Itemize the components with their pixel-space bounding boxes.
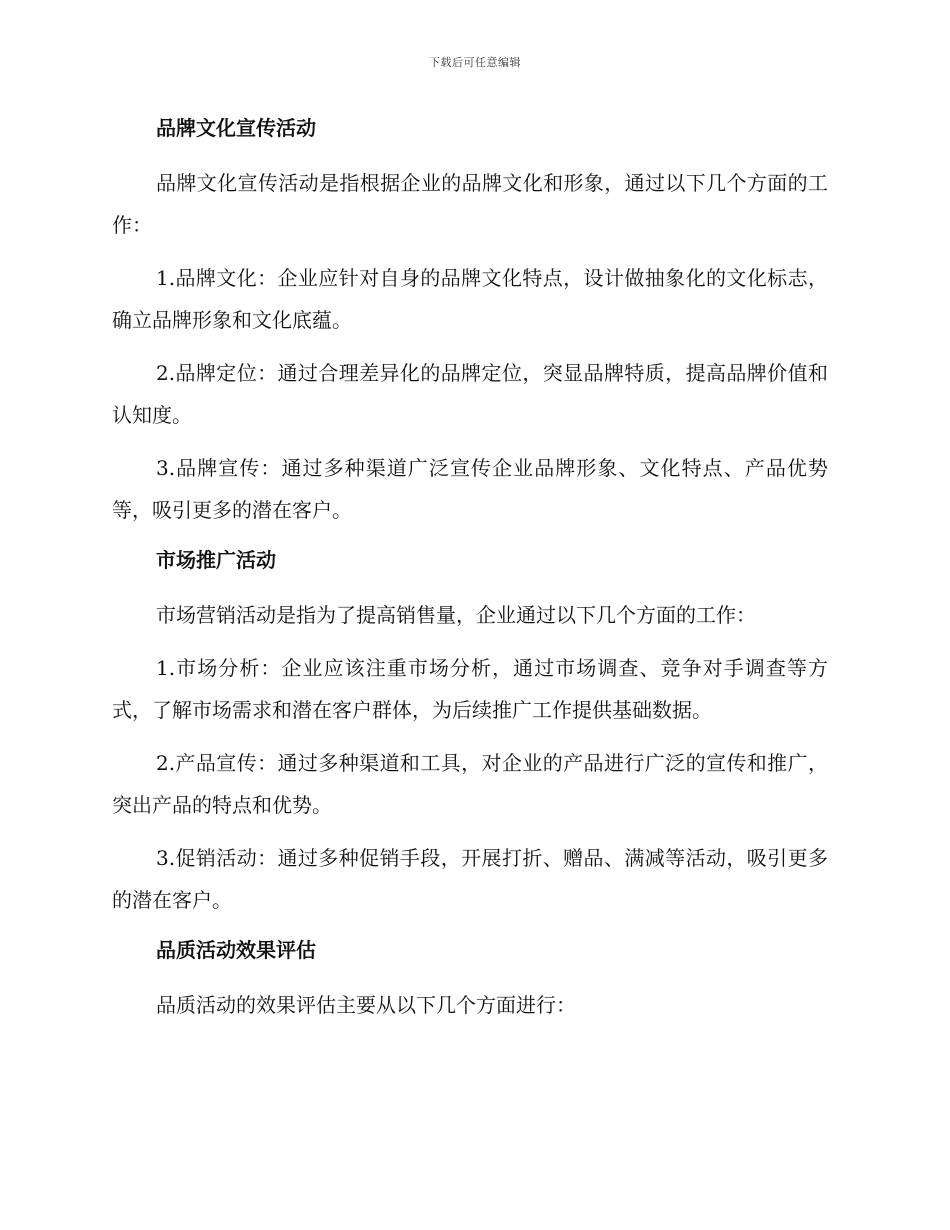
paragraph: 2.产品宣传：通过多种渠道和工具，对企业的产品进行广泛的宣传和推广，突出产品的特点和优势。 (112, 751, 828, 817)
section-heading: 品牌文化宣传活动 (156, 116, 316, 140)
paragraph: 市场营销活动是指为了提高销售量，企业通过以下几个方面的工作： (156, 603, 756, 627)
paragraph: 品质活动的效果评估主要从以下几个方面进行： (156, 993, 576, 1017)
paragraph: 品牌文化宣传活动是指根据企业的品牌文化和形象，通过以下几个方面的工作： (112, 171, 828, 237)
section-heading: 品质活动效果评估 (156, 938, 316, 962)
section-quality-evaluation (112, 932, 828, 1026)
document-body (112, 110, 828, 1037)
paragraph: 3.促销活动：通过多种促销手段，开展打折、赠品、满减等活动，吸引更多的潜在客户。 (112, 846, 828, 912)
section-brand-culture (112, 110, 828, 531)
paragraph: 2.品牌定位：通过合理差异化的品牌定位，突显品牌特质，提高品牌价值和认知度。 (112, 361, 828, 427)
section-market-promotion (112, 542, 828, 921)
section-heading: 市场推广活动 (156, 548, 276, 572)
header-note: 下载后可任意编辑 (429, 56, 521, 69)
paragraph: 1.市场分析：企业应该注重市场分析，通过市场调查、竞争对手调查等方式，了解市场需求和潜在客户群体，为后续推广工作提供基础数据。 (112, 656, 828, 722)
paragraph: 1.品牌文化：企业应针对自身的品牌文化特点，设计做抽象化的文化标志，确立品牌形象和文化底蕴。 (112, 266, 828, 332)
paragraph: 3.品牌宣传：通过多种渠道广泛宣传企业品牌形象、文化特点、产品优势等，吸引更多的潜在客户。 (112, 456, 828, 522)
